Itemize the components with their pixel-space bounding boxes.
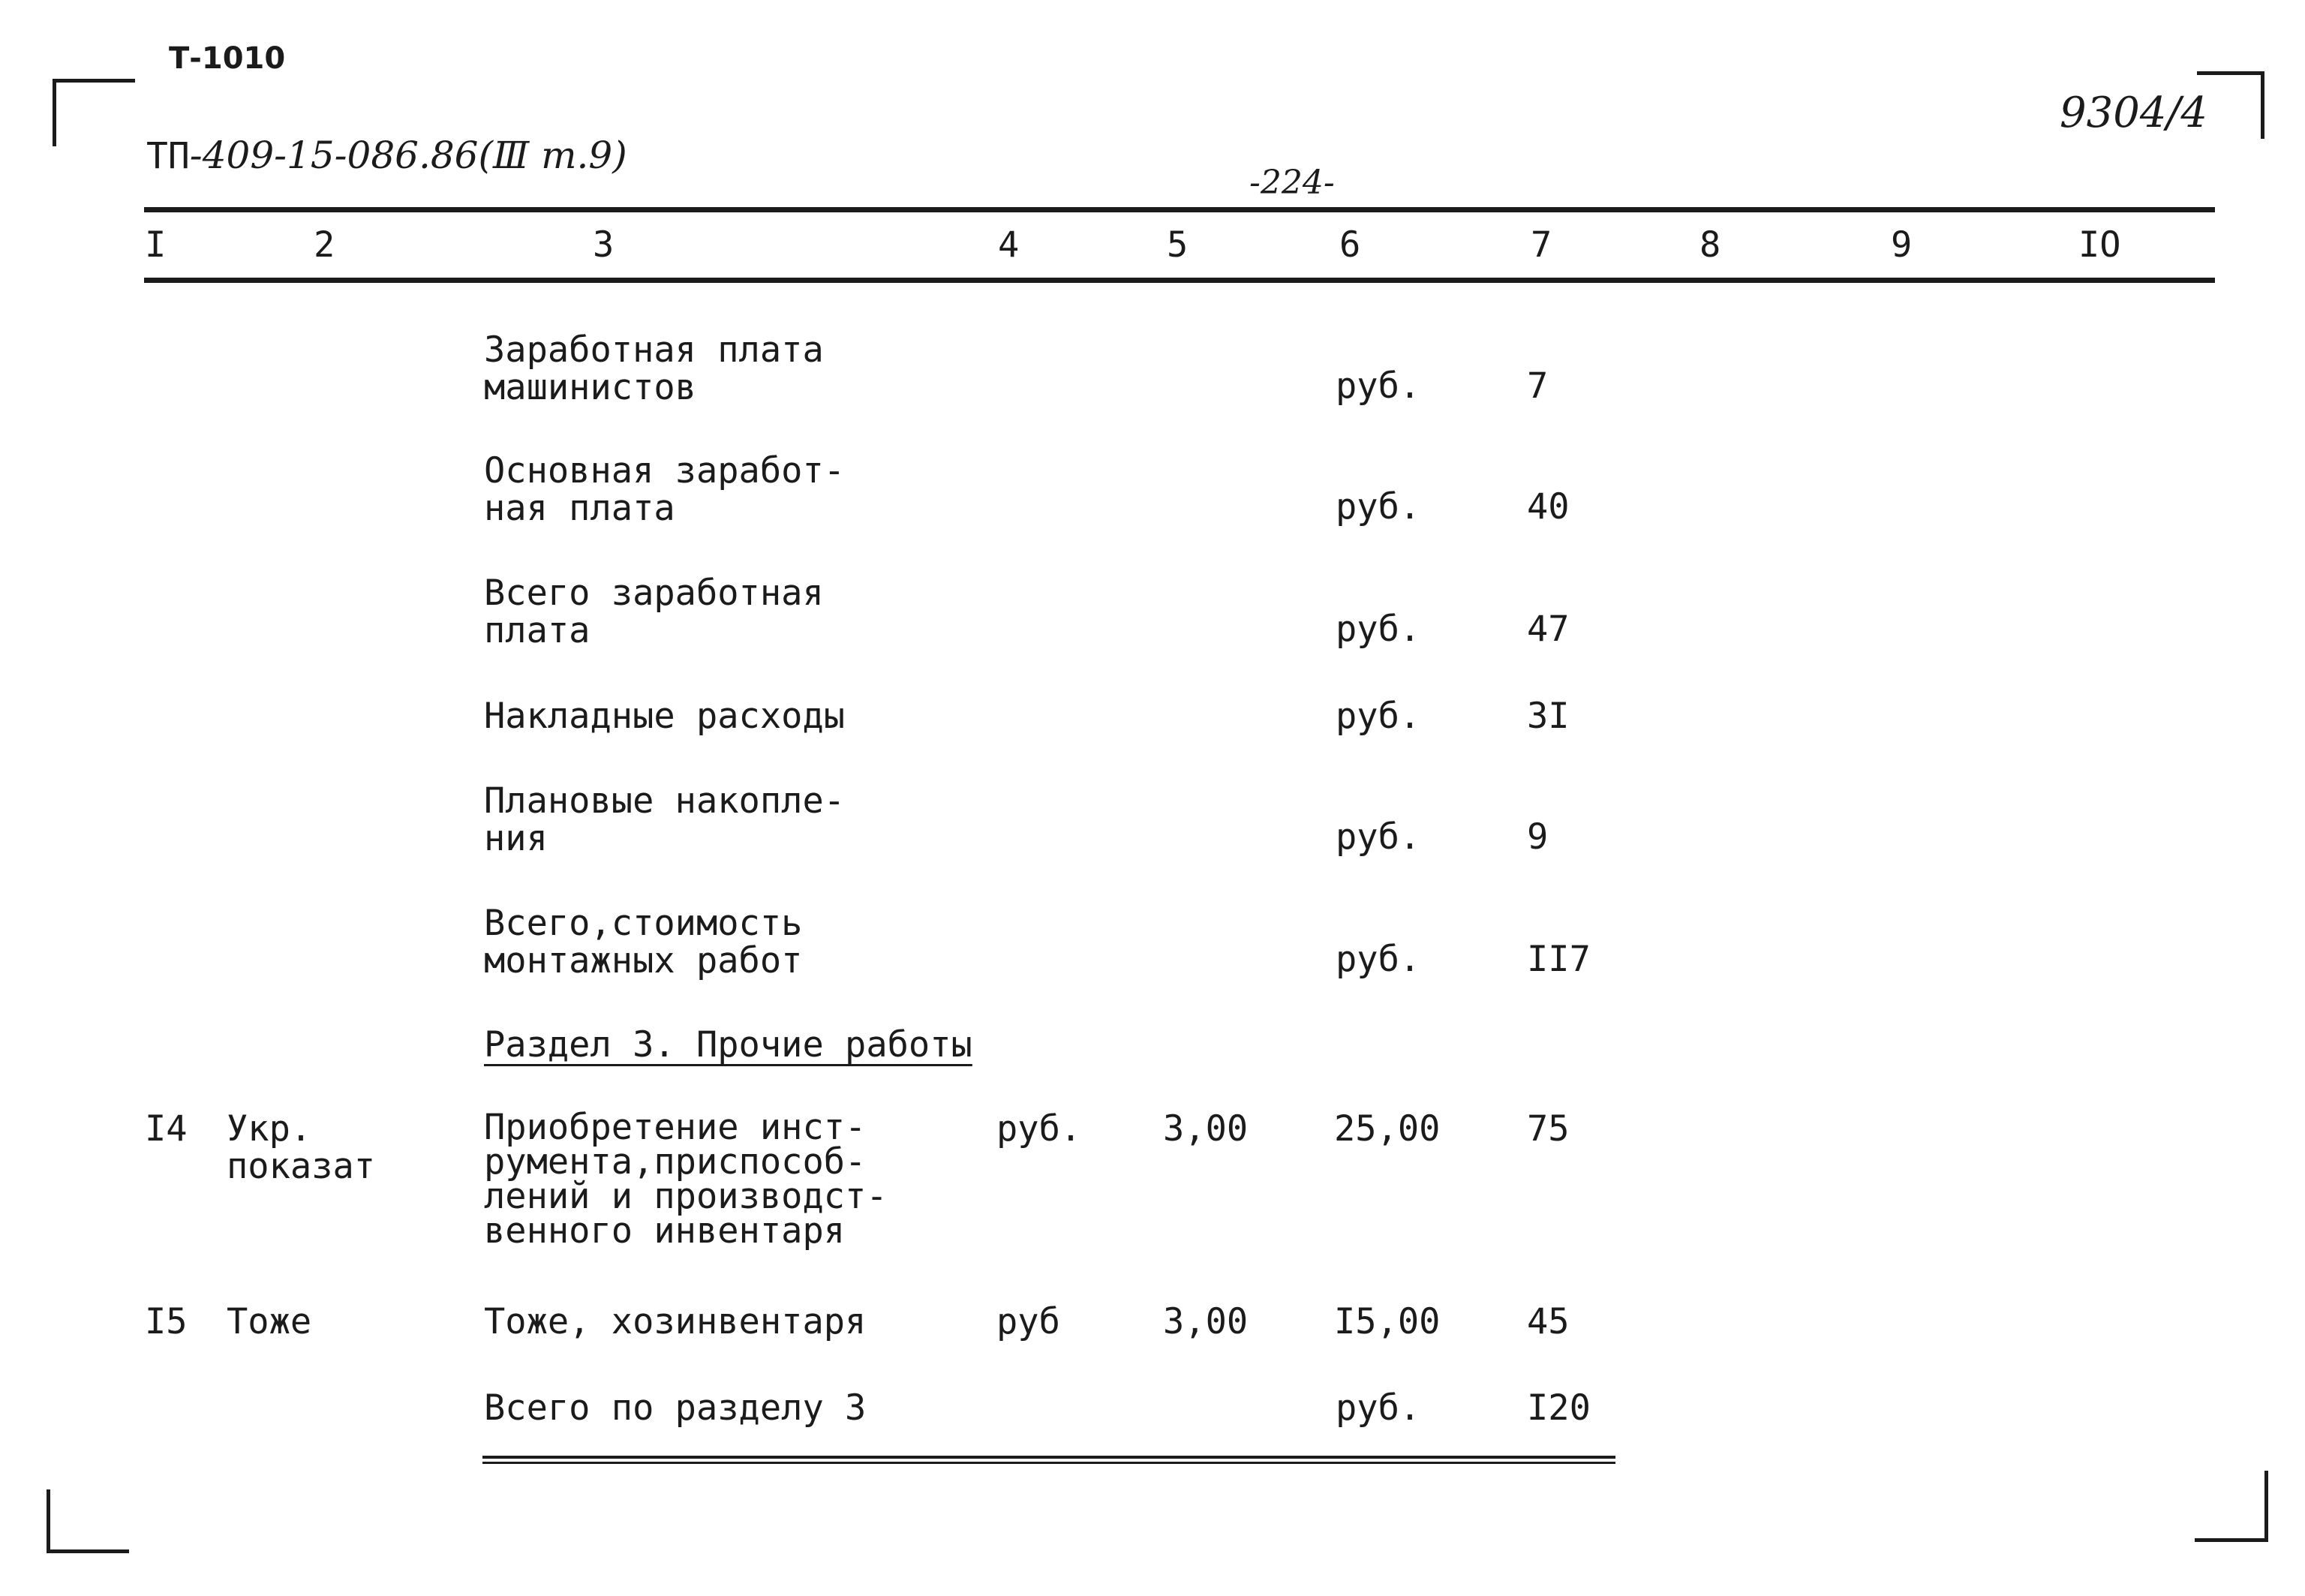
row-description: Всего заработная плата: [484, 573, 824, 651]
corner-mark-bottom-right-vertical: [2264, 1471, 2268, 1542]
column-header-9: 9: [1891, 224, 1913, 266]
column-header-8: 8: [1699, 224, 1721, 266]
row-amount: 45: [1527, 1301, 1570, 1342]
corner-mark-bottom-right: [2195, 1538, 2268, 1542]
row-number: I5: [145, 1301, 188, 1342]
row-number: I4: [145, 1108, 188, 1150]
corner-mark-top-left: [53, 79, 135, 83]
project-number: -409-15-086.86(Ⅲ т.9): [189, 134, 627, 177]
row-amount: 40: [1527, 486, 1570, 527]
row-basis: Тоже: [227, 1301, 312, 1342]
section-total-rule-second: [482, 1462, 1615, 1464]
column-header-4: 4: [998, 224, 1020, 266]
project-designation: [146, 134, 627, 177]
corner-mark-top-right-vertical: [2261, 71, 2264, 139]
row-amount: 7: [1527, 365, 1549, 407]
row-amount: 75: [1527, 1108, 1570, 1150]
header-bottom-rule: [144, 278, 2215, 283]
column-header-10: IO: [2078, 224, 2121, 266]
corner-mark-bottom-left: [47, 1549, 129, 1553]
row-quantity: 3,00: [1163, 1301, 1249, 1342]
corner-mark-top-right: [2197, 71, 2264, 75]
row-unit: руб.: [1336, 696, 1421, 737]
row-description: Заработная плата машинистов: [484, 329, 824, 408]
section-total-rule: [482, 1456, 1615, 1459]
row-amount: I20: [1527, 1387, 1591, 1429]
header-top-rule: [144, 207, 2215, 212]
row-unit: руб.: [1336, 609, 1421, 650]
column-header-1: I: [145, 224, 167, 266]
row-unit: руб.: [996, 1108, 1082, 1150]
series-code: Т-1010: [169, 41, 286, 76]
corner-mark-top-left-vertical: [53, 79, 56, 146]
row-price: 25,00: [1334, 1108, 1441, 1150]
archive-number: 9304/4: [2060, 89, 2208, 137]
row-amount: 9: [1527, 816, 1549, 858]
row-unit: руб.: [1336, 365, 1421, 407]
row-amount: II7: [1527, 939, 1591, 980]
row-basis: Укр. показат: [227, 1108, 376, 1187]
row-description: Плановые накопле- ния: [484, 780, 846, 859]
row-unit: руб.: [1336, 816, 1421, 858]
row-unit: руб.: [1336, 486, 1421, 527]
row-quantity: 3,00: [1163, 1108, 1249, 1150]
page-number: -224-: [1249, 164, 1335, 202]
row-description: Основная заработ- ная плата: [484, 450, 846, 529]
row-description: Тоже, хозинвентаря: [484, 1301, 867, 1342]
column-header-3: 3: [593, 224, 615, 266]
column-header-2: 2: [314, 224, 335, 266]
row-unit: руб.: [1336, 1387, 1421, 1429]
row-unit: руб: [996, 1301, 1060, 1342]
row-description: Всего по разделу 3: [484, 1387, 867, 1429]
row-amount: 47: [1527, 609, 1570, 650]
row-description: Всего,стоимость монтажных работ: [484, 903, 803, 981]
project-prefix: ТП: [146, 135, 190, 177]
row-description: Накладные расходы: [484, 696, 846, 737]
column-header-5: 5: [1167, 224, 1189, 266]
corner-mark-bottom-left-vertical: [47, 1489, 50, 1553]
row-unit: руб.: [1336, 939, 1421, 980]
column-header-7: 7: [1531, 224, 1552, 266]
column-header-6: 6: [1339, 224, 1361, 266]
row-description: Приобретение инст- румента,приспособ- лений и производст- венного инвентаря: [484, 1107, 888, 1252]
section-title: Раздел 3. Прочие работы: [484, 1024, 972, 1066]
row-amount: 3I: [1527, 696, 1570, 737]
row-price: I5,00: [1334, 1301, 1441, 1342]
